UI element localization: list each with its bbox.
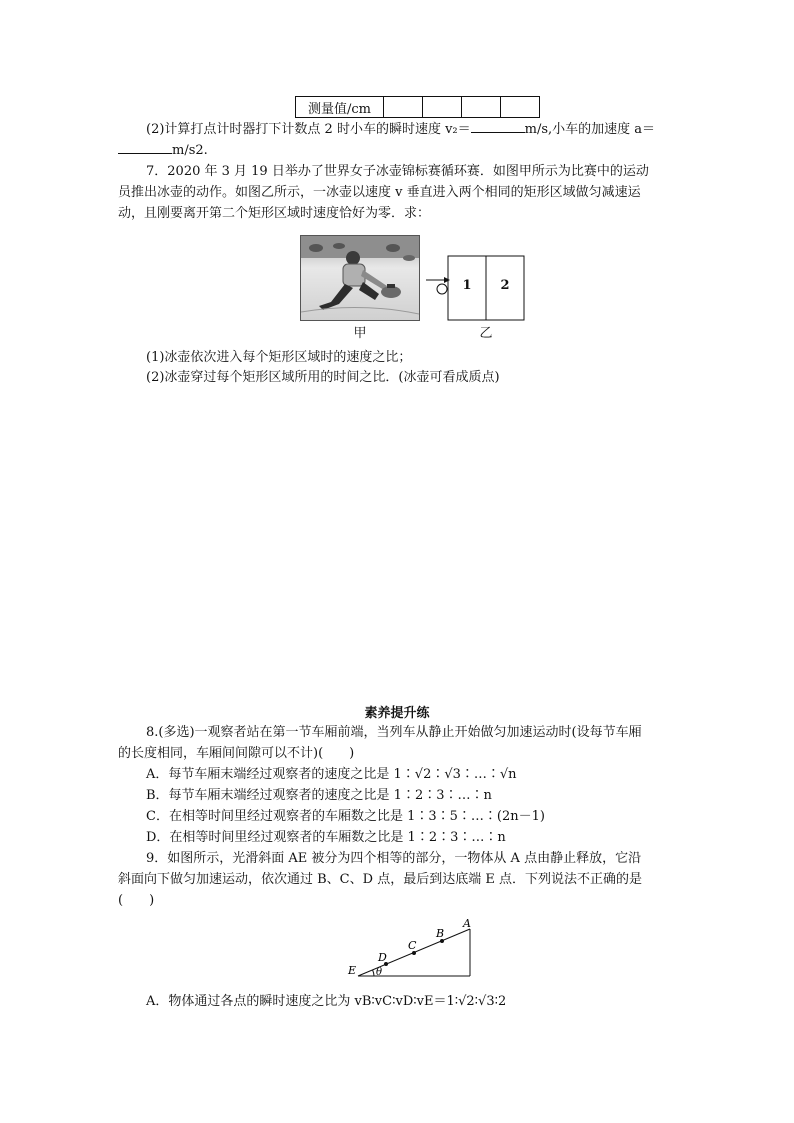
table-cell bbox=[501, 97, 540, 118]
table-cell bbox=[462, 97, 501, 118]
label-d: D bbox=[378, 951, 387, 964]
label-c: C bbox=[408, 939, 417, 952]
label-theta: θ bbox=[376, 967, 383, 978]
label-b: B bbox=[436, 927, 445, 940]
figure-label-yi: 乙 bbox=[479, 326, 493, 341]
measurement-table bbox=[295, 96, 540, 118]
curling-stone bbox=[437, 284, 447, 294]
curling-athlete-illustration bbox=[301, 236, 419, 320]
region-label-1: 1 bbox=[462, 278, 472, 293]
region-label-2: 2 bbox=[500, 278, 510, 293]
q8-option-b: B．每节车厢末端经过观察者的速度之比是 1∶2∶3∶…∶n bbox=[146, 788, 492, 803]
q6-part2-line1 bbox=[146, 120, 655, 140]
q9-line2: 斜面向下做匀加速运动，依次通过 B、C、D 点，最后到达底端 E 点．下列说法不正确的是 bbox=[118, 872, 642, 887]
q7-sub2: (2)冰壶穿过每个矩形区域所用的时间之比．(冰壶可看成质点) bbox=[146, 370, 500, 385]
q9-line1: 9．如图所示，光滑斜面 AE 被分为四个相等的部分，一物体从 A 点由静止释放，它沿 bbox=[146, 851, 642, 866]
q8-option-d: D．在相等时间里经过观察者的车厢数之比是 1∶2∶3∶…∶n bbox=[146, 830, 506, 845]
q6-part2-text: (2)计算打点计时器打下计数点 2 时小车的瞬时速度 v₂＝ bbox=[146, 122, 471, 137]
q8-line2: 的长度相同，车厢间间隙可以不计)( ) bbox=[118, 746, 355, 761]
q8-option-c: C．在相等时间里经过观察者的车厢数之比是 1∶3∶5∶…∶(2n－1) bbox=[146, 809, 545, 824]
label-a: A bbox=[463, 917, 471, 930]
answer-blank-a bbox=[118, 141, 172, 154]
q6-part2-unit1: m/s,小车的加速度 a＝ bbox=[524, 122, 656, 137]
angle-arc bbox=[373, 970, 374, 976]
q7-line3: 动，且刚要离开第二个矩形区域时速度恰好为零．求： bbox=[118, 206, 431, 221]
curling-photo bbox=[300, 235, 420, 321]
table-cell bbox=[384, 97, 423, 118]
q8-line1: 8.(多选)一观察者站在第一节车厢前端，当列车从静止开始做匀加速运动时(设每节车厢 bbox=[146, 725, 642, 740]
q7-sub1: (1)冰壶依次进入每个矩形区域时的速度之比； bbox=[146, 350, 412, 365]
incline-diagram bbox=[340, 915, 480, 985]
label-e: E bbox=[348, 964, 357, 977]
section-title: 素养提升练 bbox=[364, 706, 430, 721]
q8-option-a: A．每节车厢末端经过观察者的速度之比是 1∶√2∶√3∶…∶√n bbox=[146, 767, 517, 782]
q7-line1: 7．2020 年 3 月 19 日举办了世界女子冰壶锦标赛循环赛．如图甲所示为比赛中的运动 bbox=[146, 164, 649, 179]
q9-option-a: A．物体通过各点的瞬时速度之比为 vB∶vC∶vD∶vE＝1∶√2∶√3∶2 bbox=[146, 994, 507, 1009]
answer-blank-v2 bbox=[471, 120, 525, 133]
q6-part2-line2 bbox=[118, 141, 208, 161]
q7-line2: 员推出冰壶的动作。如图乙所示，一冰壶以速度 v 垂直进入两个相同的矩形区域做匀减速运 bbox=[118, 185, 641, 200]
figure-label-jia: 甲 bbox=[353, 326, 367, 341]
q6-part2-unit2: m/s2. bbox=[172, 143, 208, 158]
table-label: 测量值/cm bbox=[296, 97, 384, 118]
q9-line3: ( ) bbox=[118, 893, 155, 908]
table-cell bbox=[423, 97, 462, 118]
